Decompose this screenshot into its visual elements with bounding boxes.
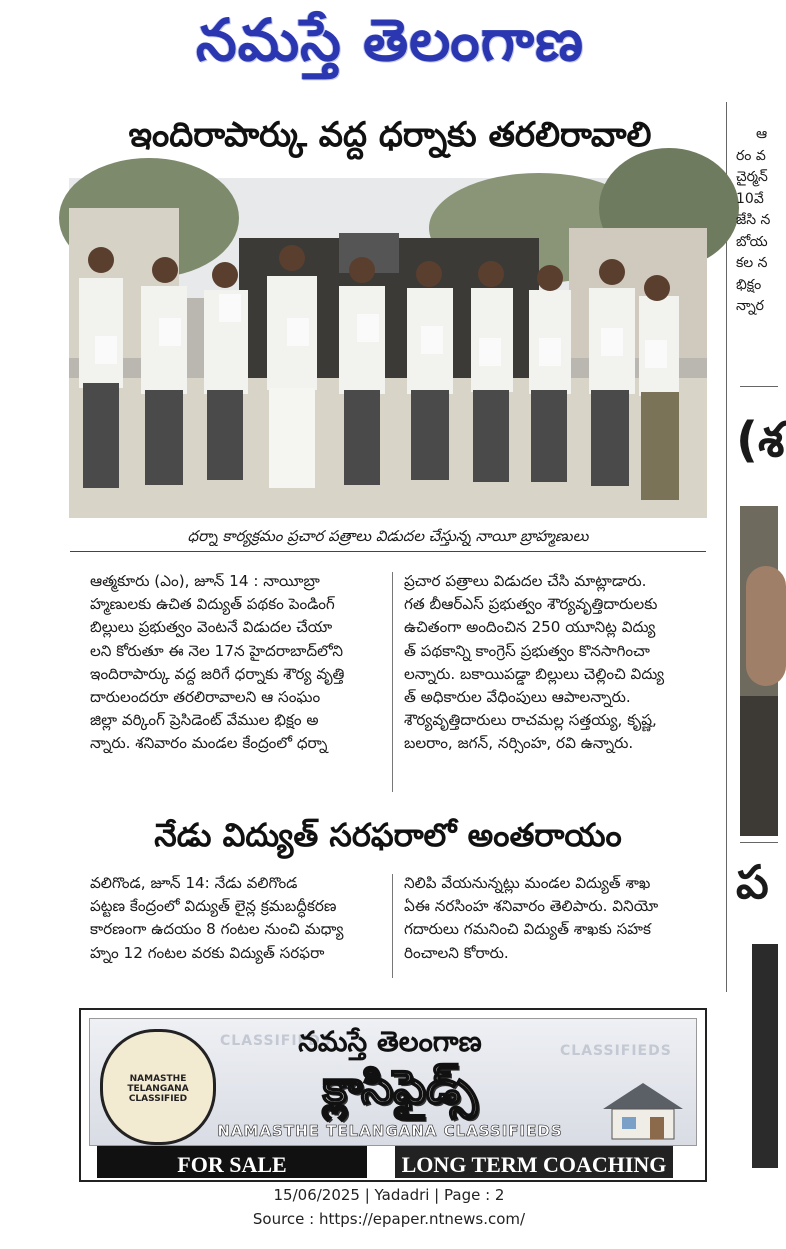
story1-col2-line: శౌర్యవృత్తిదారులు రాచమల్ల సత్తయ్య, కృష్ణ, xyxy=(404,711,657,730)
side-headline-fragment: (శ xyxy=(736,412,785,468)
story1-column-1 xyxy=(90,570,384,756)
side-line: బోయ xyxy=(736,233,768,250)
story1-col1-line: న్నారు. శనివారం మండల కేంద్రంలో ధర్నా xyxy=(90,734,328,753)
footer-source-link[interactable]: Source : https://epaper.ntnews.com/ xyxy=(252,1210,526,1228)
story2-col2-line: నిలిపి వేయనున్నట్లు మండల విద్యుత్ శాఖ xyxy=(404,874,651,892)
story2-column-2 xyxy=(404,872,706,965)
ad-classifieds-word: క్లాసిఫైడ్స్ xyxy=(322,1060,478,1114)
story1-column-2 xyxy=(404,570,706,756)
side-rule xyxy=(740,386,778,387)
side-rule xyxy=(740,842,778,843)
story2-col1-line: వలిగొండ, జూన్ 14: నేడు వలిగొండ xyxy=(90,874,298,892)
ad-english-title: NAMASTHE TELANGANA CLASSIFIEDS xyxy=(217,1122,563,1140)
story2-col1-line: కారణంగా ఉదయం 8 గంటల నుంచి మధ్యా xyxy=(90,920,344,939)
photo-illustration xyxy=(69,178,707,518)
story1-col2-line: ఉచితంగా అందించిన 250 యూనిట్ల విద్యు xyxy=(404,618,656,637)
side-line: ఆ xyxy=(756,126,768,142)
side-line: కల న xyxy=(736,255,768,271)
story1-col1-line: దారులందరూ తరలిరావాలని ఆ సంఘం xyxy=(90,688,321,707)
coaching-block: LONG TERM COACHING xyxy=(395,1146,673,1178)
house-icon xyxy=(598,1079,688,1141)
side-line: రం వ xyxy=(736,147,766,164)
photo-caption: ధర్నా కార్యక్రమం ప్రచార పత్రాలు విడుదల చేస్తున్న నాయీ బ్రాహ్మణులు xyxy=(70,521,706,552)
logo-seal-text: NAMASTHE TELANGANA CLASSIFIED xyxy=(127,1074,189,1104)
story1-col1-line: లని కోరుతూ ఈ నెల 17న హైదరాబాద్‌లోని xyxy=(90,641,343,660)
side-headline-fragment-2: ప xyxy=(736,855,769,909)
story1-col1-line: బిల్లులు ప్రభుత్వం వెంటనే విడుదల చేయా xyxy=(90,618,333,637)
story1-col1-line: ఇందిరాపార్కు వద్ద జరిగే ధర్నాకు శౌర్య వృత్తి xyxy=(90,664,345,683)
for-sale-block: FOR SALE xyxy=(97,1146,367,1178)
story1-headline: ఇందిరాపార్కు వద్ద ధర్నాకు తరలిరావాలి xyxy=(128,115,652,155)
news-photo xyxy=(69,178,707,518)
column-rule xyxy=(392,874,393,978)
ad-title: నమస్తే తెలంగాణ xyxy=(298,1025,482,1058)
story1-col2-line: ప్రచార పత్రాలు విడుదల చేసి మాట్లాడారు. xyxy=(404,572,647,590)
side-article-text xyxy=(736,124,778,374)
side-photo-figure xyxy=(746,566,786,686)
side-photo-shadow xyxy=(740,696,778,836)
story2-col2-line: ఏఈ నరసింహ శనివారం తెలిపారు. వినియో xyxy=(404,897,659,916)
story2-col1-line: పట్టణ కేంద్రంలో విద్యుత్ లైన్ల క్రమబద్ధీకరణ xyxy=(90,897,337,916)
side-ad-block xyxy=(752,944,778,1168)
story1-col2-line: లన్నారు. బకాయిపడ్డా బిల్లులు చెల్లించి విద్యు xyxy=(404,664,665,683)
masthead-logo: నమస్తే తెలంగాణ xyxy=(196,6,584,74)
side-line: 10వే xyxy=(736,190,764,207)
story1-col2-line: త్ పథకాన్ని కాంగ్రెస్ ప్రభుత్వం కొనసాగించా xyxy=(404,641,650,660)
story2-col1-line: హ్నం 12 గంటల వరకు విద్యుత్ సరఫరా xyxy=(90,943,325,962)
side-line: చైర్మన్ xyxy=(736,169,768,185)
story2-col2-line: గదారులు గమనించి విద్యుత్ శాఖకు సహక xyxy=(404,920,651,939)
side-line: జేసి న xyxy=(736,212,771,228)
story1-col2-line: త్ అధికారుల వేధింపులు ఆపాలన్నారు. xyxy=(404,688,631,707)
side-line: భిక్షం xyxy=(736,276,762,293)
story2-col2-line: రించాలని కోరారు. xyxy=(404,943,509,962)
story1-col2-line: బలరాం, జగన్, నర్సింహ, రవి ఉన్నారు. xyxy=(404,734,634,753)
story1-col1-line: హ్మణులకు ఉచిత విద్యుత్ పథకం పెండింగ్ xyxy=(90,595,335,614)
footer-date-edition: 15/06/2025 | Yadadri | Page : 2 xyxy=(273,1186,505,1204)
column-rule xyxy=(392,572,393,792)
classifieds-advertisement xyxy=(79,1008,707,1182)
classifieds-banner xyxy=(89,1018,697,1146)
ad-ghost-text: CLASSIFIEDS xyxy=(560,1043,672,1059)
story2-column-1 xyxy=(90,872,384,965)
ad-ghost-text: CLASSIFIEDS xyxy=(220,1033,332,1049)
side-photo xyxy=(740,506,778,834)
story1-col2-line: గత బీఆర్‌ఎస్ ప్రభుత్వం శౌర్యవృత్తిదారులకు xyxy=(404,595,658,614)
story1-col1-line: జిల్లా వర్కింగ్ ప్రెసిడెంట్ వేముల భిక్షం అ xyxy=(90,711,319,730)
story1-col1-line: ఆత్మకూరు (ఎం), జూన్ 14 : నాయీబ్రా xyxy=(90,572,320,590)
side-line: న్నార xyxy=(736,298,764,314)
story2-headline: నేడు విద్యుత్ సరఫరాలో అంతరాయం xyxy=(154,816,622,854)
